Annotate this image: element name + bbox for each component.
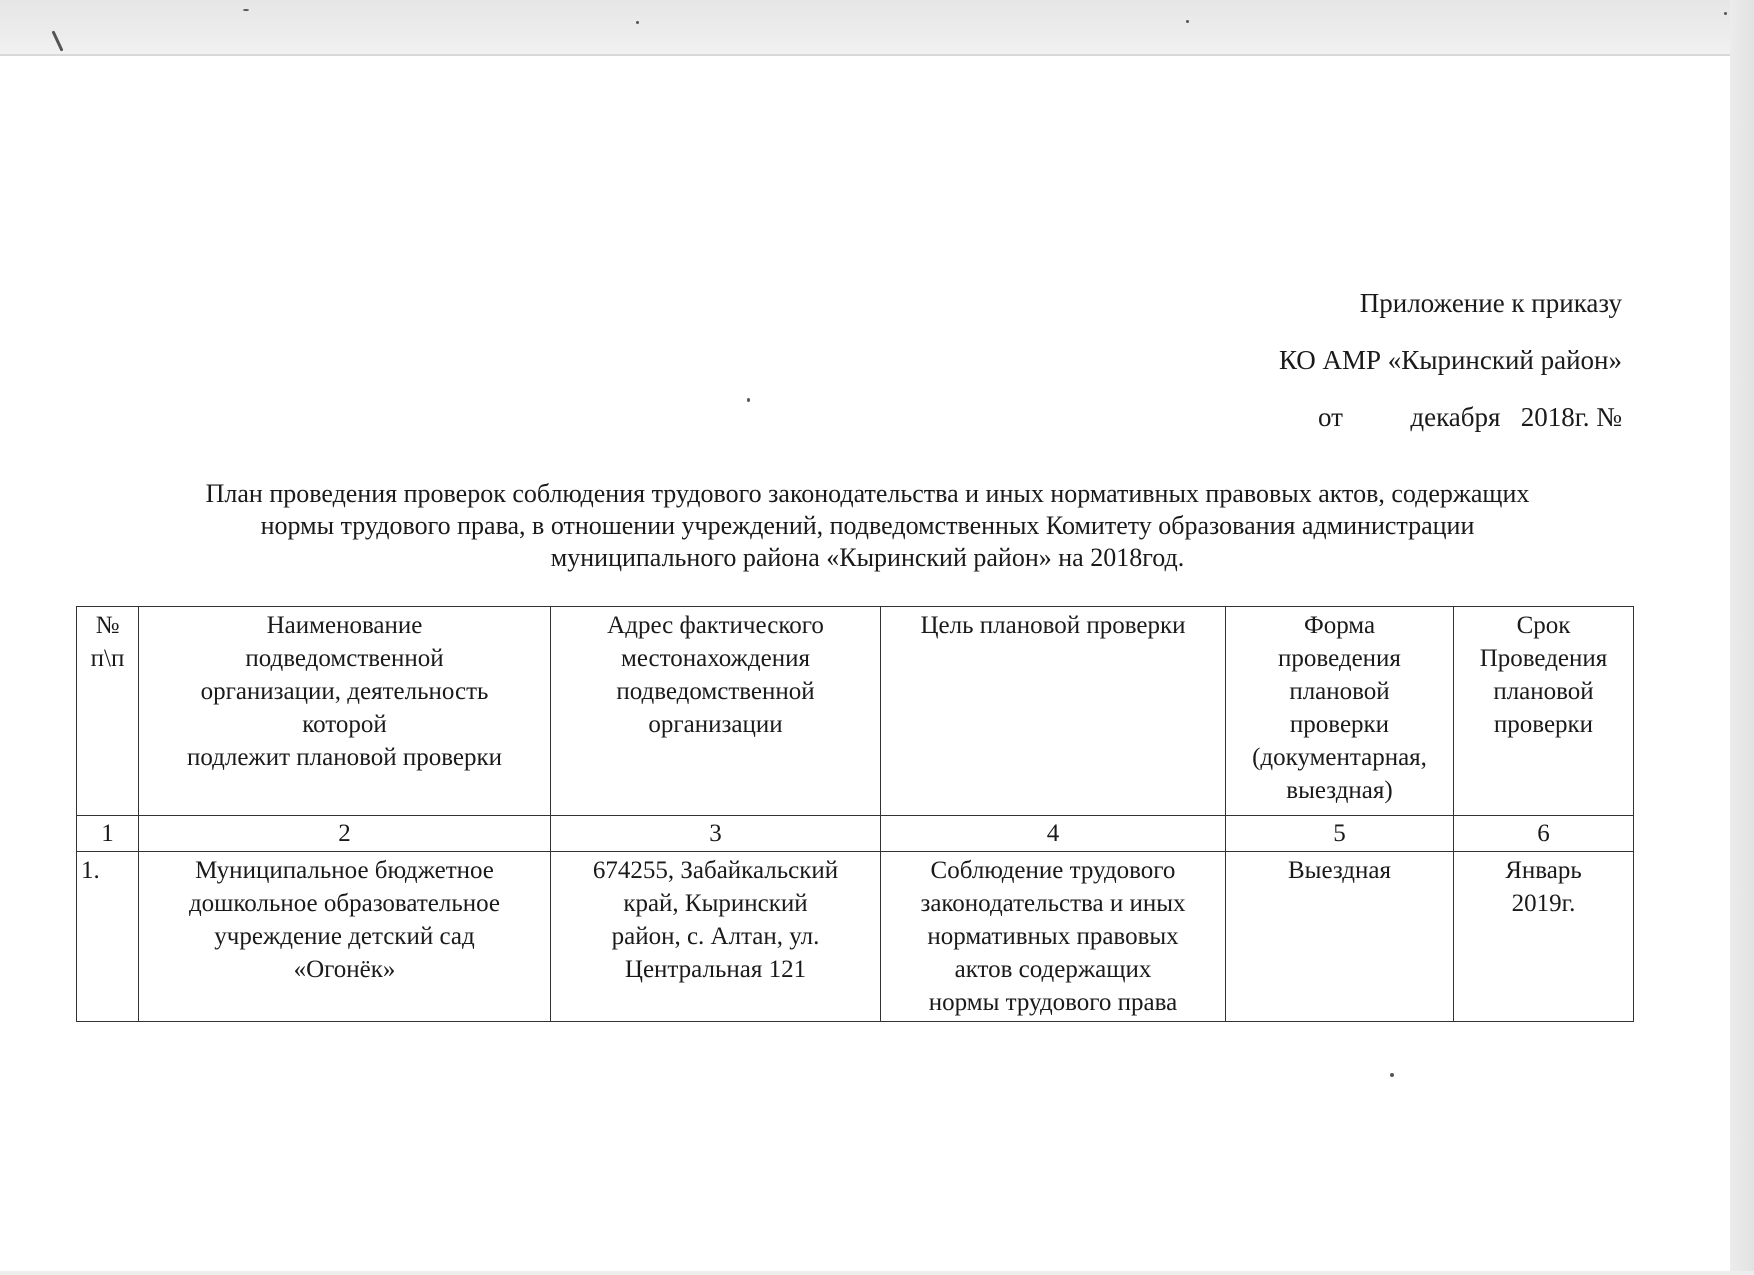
inspection-form: Выездная: [1226, 852, 1454, 1022]
header-text: местонахождения: [621, 645, 810, 672]
header-number: [77, 607, 139, 816]
dust-speck: [747, 398, 750, 402]
cell-text: Центральная 121: [624, 956, 807, 983]
order-appendix-header: [1279, 290, 1622, 431]
header-text: проверки: [1493, 711, 1594, 738]
header-text: Проведения: [1479, 645, 1608, 672]
organization-name: [139, 852, 551, 1022]
appendix-label: Приложение к приказу: [1359, 288, 1622, 318]
header-text: Адрес фактического: [607, 612, 824, 639]
title-line-1: План проведения проверок соблюдения трудового законодательства и иных нормативных правовых актов, содержащих: [205, 479, 1530, 508]
header-text: №: [95, 612, 120, 639]
header-text: которой: [302, 711, 387, 738]
column-number: 1: [77, 816, 139, 852]
header-text: п\п: [90, 645, 125, 672]
inspection-goal: [881, 852, 1226, 1022]
header-text: Форма: [1303, 612, 1376, 639]
dust-speck: [1724, 12, 1727, 15]
header-text: Цель плановой проверки: [920, 612, 1186, 639]
title-line-2: нормы трудового права, в отношении учреждений, подведомственных Комитету образования администрации: [260, 511, 1475, 540]
inspection-plan-table: [76, 606, 1634, 1022]
table-row: [77, 852, 1634, 1022]
column-number: 4: [881, 816, 1226, 852]
header-text: (документарная,: [1252, 744, 1427, 771]
header-goal: [881, 607, 1226, 816]
scanner-bottom-edge: [0, 1271, 1754, 1275]
cell-text: законодательства и иных: [920, 890, 1186, 917]
header-form: [1226, 607, 1454, 816]
cell-text: актов содержащих: [954, 956, 1152, 983]
cell-text: «Огонёк»: [293, 956, 396, 983]
scanner-right-edge: [1730, 0, 1754, 1275]
header-text: плановой: [1289, 678, 1390, 705]
cell-text: учреждение детский сад: [214, 923, 475, 950]
header-text: проведения: [1278, 645, 1401, 672]
table-header-row: [77, 607, 1634, 816]
scanner-top-line: [0, 54, 1754, 56]
cell-text: район, с. Алтан, ул.: [611, 923, 820, 950]
header-organization: [139, 607, 551, 816]
column-number: 3: [551, 816, 881, 852]
cell-text: нормы трудового права: [928, 989, 1178, 1016]
column-number-row: [77, 816, 1634, 852]
header-text: выездная): [1286, 777, 1393, 804]
committee-label: КО АМР «Кыринский район»: [1278, 345, 1622, 375]
cell-text: Соблюдение трудового: [930, 857, 1176, 884]
row-number: 1.: [77, 852, 139, 1022]
cell-text: 674255, Забайкальский: [592, 857, 839, 884]
header-text: организации: [648, 711, 783, 738]
cell-text: край, Кыринский: [623, 890, 808, 917]
document-title: [90, 478, 1645, 574]
header-address: [551, 607, 881, 816]
dust-speck: [1186, 20, 1189, 23]
dust-speck: [243, 9, 249, 11]
header-text: плановой: [1493, 678, 1594, 705]
cell-text: 2019г.: [1511, 890, 1576, 917]
column-number: 6: [1454, 816, 1634, 852]
header-text: Наименование: [266, 612, 423, 639]
cell-text: Муниципальное бюджетное: [195, 857, 494, 884]
header-text: подведомственной: [616, 678, 815, 705]
order-date-line: от декабря 2018г. №: [1317, 402, 1622, 432]
column-number: 5: [1226, 816, 1454, 852]
column-number: 2: [139, 816, 551, 852]
cell-text: Январь: [1505, 857, 1582, 884]
cell-text: дошкольное образовательное: [188, 890, 501, 917]
cell-text: нормативных правовых: [927, 923, 1179, 950]
header-text: подлежит плановой проверки: [186, 744, 503, 771]
scanner-top-edge: [0, 0, 1754, 56]
header-text: подведомственной: [245, 645, 444, 672]
header-text: Срок: [1516, 612, 1571, 639]
title-line-3: муниципального района «Кыринский район» на 2018год.: [550, 543, 1185, 572]
header-term: [1454, 607, 1634, 816]
header-text: проверки: [1289, 711, 1390, 738]
organization-address: [551, 852, 881, 1022]
inspection-term: [1454, 852, 1634, 1022]
dust-speck: [636, 21, 639, 24]
header-text: организации, деятельность: [200, 678, 489, 705]
dust-speck: [1390, 1073, 1394, 1077]
